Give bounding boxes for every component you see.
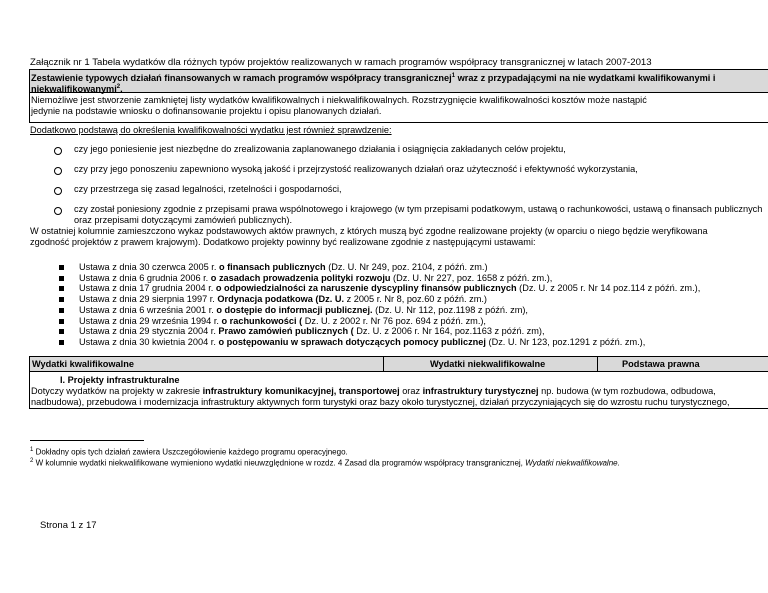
law-intro-line: zgodność projektów z prawem krajowym). Dodatkowo projekty powinny być realizowane zgodnie z następującymi ustawami: (30, 237, 536, 247)
bullet-square-icon (59, 276, 64, 281)
intro-note (29, 92, 768, 123)
section-text-line: Dotyczy wydatków na projekty w zakresie infrastruktury komunikacyjnej, transportowej oraz infrastruktury turystycznej np. budowa (w tym rozbudowa, odbudowa, (31, 386, 716, 396)
bullet-circle-icon (54, 167, 62, 175)
bullet-square-icon (59, 265, 64, 270)
expenditure-table (29, 69, 768, 407)
bullet-square-icon (59, 329, 64, 334)
bullet-square-icon (59, 286, 64, 291)
bullet-circle-icon (54, 147, 62, 155)
section-infrastructure (29, 371, 768, 409)
header-line-2: niekwalifikowanymi$^2$. (31, 84, 123, 95)
bullet-square-icon (59, 340, 64, 345)
section-title: I. Projekty infrastrukturalne (60, 375, 180, 385)
table-header (29, 69, 768, 93)
criteria-heading: Dodatkowo podstawą do określenia kwalifikowalności wydatku jest również sprawdzenie: (30, 125, 392, 135)
page-number: Strona 1 z 17 (40, 520, 97, 531)
column-header-ineligible: Wydatki niekwalifikowalne (383, 356, 598, 372)
intro-line: Niemożliwe jest stworzenie zamkniętej listy wydatków kwalifikowalnych i niekwalifikowalnych. Rozstrzygnięcie kwalifikowalności kosztów może nastąpić (31, 95, 647, 105)
bullet-square-icon (59, 308, 64, 313)
column-header-legal-basis: Podstawa prawna (597, 356, 768, 372)
bullet-square-icon (59, 319, 64, 324)
bullet-circle-icon (54, 207, 62, 215)
footnote-1: $^1$ Dokładny opis tych działań zawiera Uszczegółowienie każdego programu operacyjnego. (30, 447, 348, 457)
column-header-row (29, 356, 768, 372)
header-line-1: Zestawienie typowych działań finansowanych w ramach programów współpracy transgranicznej$^1$ wraz z przypadającymi na nie wydatkami kwalifikowanymi i (31, 73, 716, 84)
section-text-line: nadbudowa), przebudowa i modernizacja infrastruktury aktywnych form turystyki oraz bazy około turystycznej, działań przyczyniających się do wzrostu ruchu turystycznego, (31, 397, 730, 407)
criteria-block: Dodatkowo podstawą do określenia kwalifikowalności wydatku jest również sprawdzenie: czy jego poniesienie jest niezbędne do zrealizowania zaplanowanego działania i osiągnięcia zakładanych celów projektu, czy przy jego ponoszeniu zapewniono wysoką jakość i przejrzystość realizowanych działań oraz użyteczność i efektywność wykorzystania, czy przestrzega się zasad legalności, rzetelności i gospodarności, czy został poniesiony zgodnie z przepisami prawa wspólnotowego i krajowego (w tym przepisami podatkowym, ustawą o rachunkowości, ustawą o finansach publicznych oraz przepisami dotyczącymi zamówień publicznych). W ostatniej kolumnie zamieszczono wykaz podstawowych aktów prawnych, z których muszą być zgodne realizowane projekty (w oparciu o niego będzie weryfikowana zgodność projektów z prawem krajowym). Dodatkowo projekty powinny być realizowane zgodnie z następującymi ustawami: Ustawa z dnia 30 czerwca 2005 r. o finansach publicznych (Dz. U. Nr 249, poz. 2104, z późń. zm.) Ustawa z dnia 6 grudnia 2006 r. o zasadach prowadzenia polityki rozwoju (Dz. U. Nr 227, poz. 1658 z późń. zm.), Ustawa z dnia 17 grudnia 2004 r. o odpowiedzialności za naruszenie dyscypliny finansów publicznych (Dz. U. z 2005 r. Nr 14 poz.114 z późń. zm.), Ustawa z dnia 29 sierpnia 1997 r. Ordynacja podatkowa (Dz. U. z 2005 r. Nr 8, poz.60 z późń. zm.) Ustawa z dnia 6 września 2001 r. o dostępie do informacji publicznej. (Dz. U. Nr 112, poz.1198 z późń. zm), Ustawa z dnia 29 września 1994 r. o rachunkowości ( Dz. U. z 2002 r. Nr 76 poz. 694 z późń. zm.), Ustawa z dnia 29 stycznia 2004 r. Prawo zamówień publicznych ( Dz. U. z 2006 r. Nr 164, poz.1163 z późń. zm), Ustawa z dnia 30 kwietnia 2004 r. o postępowaniu w sprawach dotyczących pomocy publicznej (Dz. U. Nr 123, poz.1291 z późń. zm.), (29, 122, 768, 357)
bullet-square-icon (59, 297, 64, 302)
footnote-separator (30, 440, 144, 441)
intro-line: jedynie na podstawie wniosku o dofinansowanie projektu i opisu planowanych działań. (31, 106, 382, 116)
bullet-circle-icon (54, 187, 62, 195)
footnote-2: $^2$ W kolumnie wydatki niekwalifikowane wymieniono wydatki nieuwzględnione w rozdz. 4 Zasad dla programów współpracy transgranicznej, Wydatki niekwalifikowalne. (30, 458, 620, 468)
annex-title: Załącznik nr 1 Tabela wydatków dla różnych typów projektów realizowanych w ramach programów współpracy transgranicznej w latach 2007-2013 (30, 57, 652, 68)
law-intro-line: W ostatniej kolumnie zamieszczono wykaz podstawowych aktów prawnych, z których muszą być zgodne realizowane projekty (w oparciu o niego będzie weryfikowana (30, 226, 708, 236)
column-header-eligible: Wydatki kwalifikowalne (29, 356, 384, 372)
